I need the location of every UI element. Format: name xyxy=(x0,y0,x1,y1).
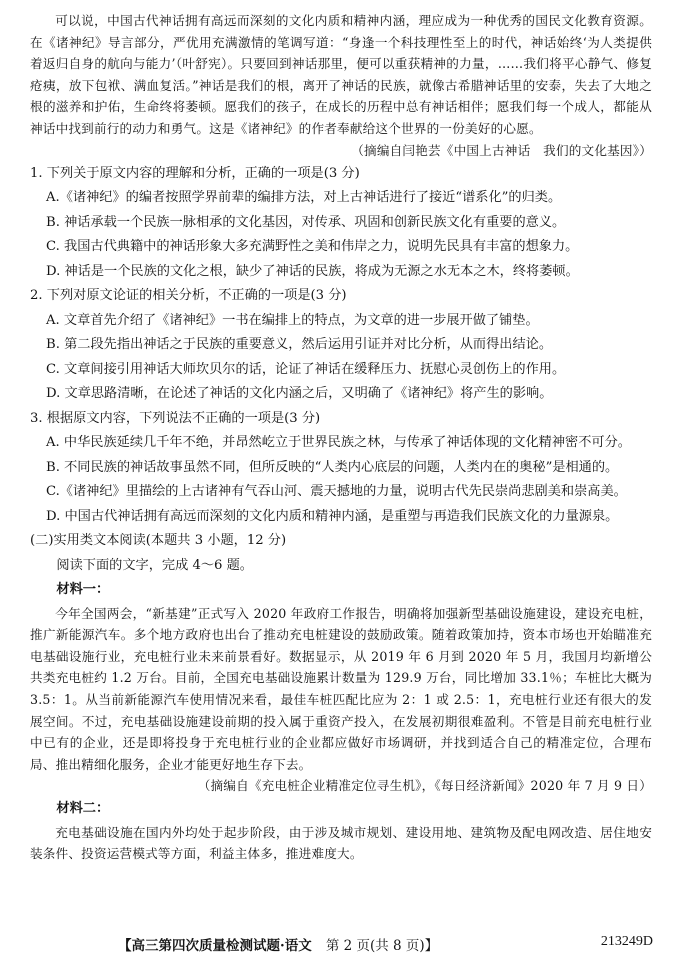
option-a: A. 中华民族延续几千年不绝，并昂然屹立于世界民族之林，与传承了神话体现的文化精神密不可分。 xyxy=(46,435,631,451)
passage-source: （摘编自闫艳芸《中国上古神话 我们的文化基因》） xyxy=(351,142,652,158)
question-1 xyxy=(30,162,652,285)
option-a: A.《诸神纪》的编者按照学界前辈的编排方法，对上古神话进行了接近“谱系化”的归类。 xyxy=(46,190,562,206)
option-a: A. 文章首先介绍了《诸神纪》一书在编排上的特点，为文章的进一步展开做了铺垫。 xyxy=(46,312,539,328)
option-d: D. 文章思路清晰，在论述了神话的文化内涵之后，又明确了《诸神纪》将产生的影响。 xyxy=(46,386,553,402)
footer-title: 【高三第四次质量检测试题·语文 xyxy=(118,938,312,954)
option-d: D. 神话是一个民族的文化之根，缺少了神话的民族，将成为无源之水无本之木，终将萎顿。 xyxy=(46,263,579,279)
material-2-label: 材料二： xyxy=(56,801,110,817)
option-c: C.《诸神纪》里描绘的上古诸神有气吞山河、震天撼地的力量，说明古代先民崇尚悲剧美和崇高美。 xyxy=(46,484,627,500)
section-heading: (二)实用类文本阅读(本题共 3 小题，12 分) xyxy=(30,533,287,549)
question-3 xyxy=(30,407,652,530)
option-d: D. 中国古代神话拥有高远而深刻的文化内质和精神内涵，是重塑与再造我们民族文化的力量源泉。 xyxy=(46,508,619,524)
material-2-text: 充电基础设施在国内外均处于起步阶段，由于涉及城市规划、建设用地、建筑物及配电网改造、居住地安装条件、投资运营模式等方面，利益主体多，推进难度大。 xyxy=(30,824,652,862)
question-stem: 3. 根据原文内容，下列说法不正确的一项是(3 分) xyxy=(30,410,321,426)
option-c: C. 我国古代典籍中的神话形象大多充满野性之美和伟岸之力，说明先民具有丰富的想象力。 xyxy=(46,239,579,255)
option-b: B. 不同民族的神话故事虽然不同，但所反映的“人类内心底层的问题，人类内在的奥秘”是相通的。 xyxy=(46,459,619,475)
question-2 xyxy=(30,284,652,407)
footer-exam-code: 213249D xyxy=(600,934,653,949)
option-b: B. 第二段先指出神话之于民族的重要意义，然后运用引证并对比分析，从而得出结论。 xyxy=(46,337,553,353)
option-b: B. 神话承载一个民族一脉相承的文化基因，对传承、巩固和创新民族文化有重要的意义。 xyxy=(46,214,566,230)
page-footer xyxy=(0,934,677,954)
option-c: C. 文章间接引用神话大师坎贝尔的话，论证了神话在缓释压力、抚慰心灵创伤上的作用。 xyxy=(46,361,566,377)
section-instruction: 阅读下面的文字，完成 4～6 题。 xyxy=(56,557,253,573)
passage-closing-paragraph: 可以说，中国古代神话拥有高远而深刻的文化内质和精神内涵，理应成为一种优秀的国民文化教育资源。在《诸神纪》导言部分，严优用充满激情的笔调写道：“身逢一个科技理性至上的时代，神话始终‘为人类提供着返归自身的航向与能力’（叶舒宪）。只要回到神话那里，便可以重获精神的力量，……我们将平心静气、修复疮痍，放下包袱、满血复活。”神话是我们的根，离开了神话的民族，就像古希腊神话里的安泰，失去了大地之根的滋养和护佑，生命终将萎顿。愿我们的孩子，在成长的历程中总有神话相伴；愿我们每一个成人，都能从神话中找到前行的动力和勇气。这是《诸神纪》的作者奉献给这个世界的一份美好的心愿。 xyxy=(30,13,652,136)
footer-page-number: 第 2 页(共 8 页)】 xyxy=(325,938,439,954)
material-1-source: （摘编自《充电桩企业精准定位寻生机》，《每日经济新闻》2020 年 7 月 9 日） xyxy=(197,778,652,794)
question-stem: 1. 下列关于原文内容的理解和分析，正确的一项是(3 分) xyxy=(30,165,360,181)
question-stem: 2. 下列对原文论证的相关分析，不正确的一项是(3 分) xyxy=(30,288,347,304)
footer-title-group xyxy=(118,934,438,954)
exam-page xyxy=(30,10,652,865)
material-1-text: 今年全国两会，“新基建”正式写入 2020 年政府工作报告，明确将加强新型基础设施建设，建设充电桩，推广新能源汽车。多个地方政府也出台了推动充电桩建设的鼓励政策。随着政策加持，资本市场也开始瞄准充电基础设施行业，充电桩行业未来前景看好。数据显示，从 2019 年 6 月到 2020 年 5 月，我国月均新增公共类充电桩约 1.2 万台。目前，全国充电基础设施累计数量为 129.9 万台，同比增加 33.1％；车桩比大概为 3.5：1。从当前新能源汽车使用情况来看，最佳车桩匹配比应为 2：1 或 2.5：1，充电桩行业还有很大的发展空间。不过，充电基础设施建设前期的投入属于重资产投入，在发展初期很难盈利。不管是目前充电桩行业中已有的企业，还是即将投身于充电桩行业的企业都应做好市场调研，并找到适合自己的精准定位，合理布局、推出精细化服务，企业才能更好地生存下去。 xyxy=(30,605,652,772)
material-1-label: 材料一： xyxy=(56,582,110,598)
